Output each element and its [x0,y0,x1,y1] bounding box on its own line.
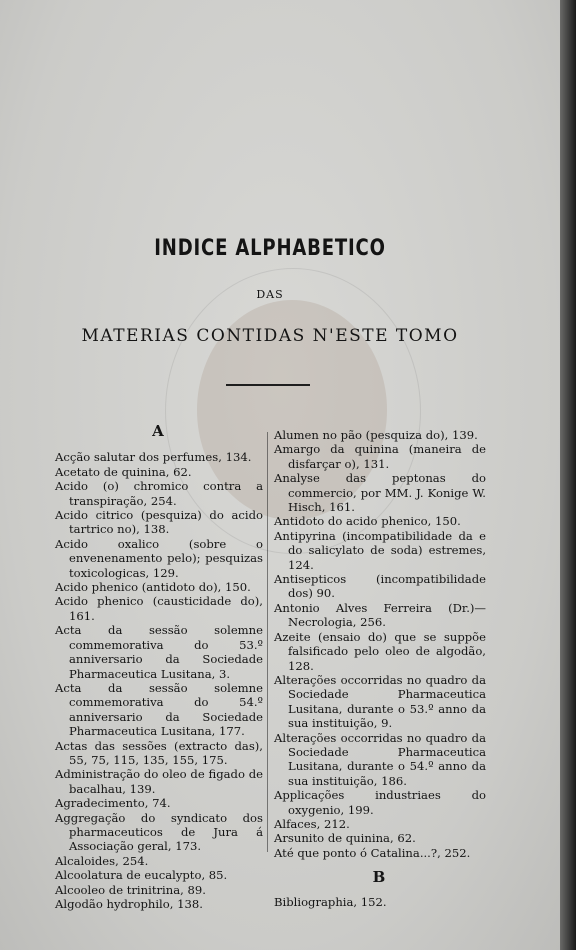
page-subtitle-das: DAS [256,288,284,301]
page-title: INDICE ALPHABETICO [154,236,386,261]
entry-list-a-right [274,428,486,860]
index-entry: Algodão hydrophilo, 138. [55,897,203,911]
index-entry: Administração do oleo de figado de bacalhau, 139. [55,767,263,796]
index-entry: Actas das sessões (extracto das), 55, 75, 115, 135, 155, 175. [55,738,263,767]
index-entry: Azeite (ensaio do) que se suppõe falsificado pelo oleo de algodão, 128. [274,629,486,673]
section-letter-a: A [152,422,166,440]
entry-list-a-left [55,450,263,911]
index-entry: Acido phenico (causticidade do), 161. [55,594,263,623]
index-entry: Acta da sessão solemne commemorativa do 54.º anniversario da Sociedade Pharmaceutica Lusitana, 177. [55,680,263,739]
section-letter-b: B [372,868,388,887]
title-rule [226,384,310,386]
index-entry: Antidoto do acido phenico, 150. [274,514,461,529]
index-entry: Agradecimento, 74. [55,796,171,811]
index-entry: Até que ponto ó Catalina...?, 252. [274,845,471,860]
entry-list-b-right [274,895,486,909]
index-entry: Alterações occorridas no quadro da Sociedade Pharmaceutica Lusitana, durante o 53.º anno da sua instituição, 9. [274,672,486,731]
index-entry: Acido citrico (pesquiza) do acido tartrico no), 138. [55,508,263,537]
index-entry: Acido oxalico (sobre o envenenamento pelo); pesquizas toxicologicas, 129. [55,536,263,580]
index-entry: Alfaces, 212. [274,816,350,831]
index-entry: Alterações occorridas no quadro da Sociedade Pharmaceutica Lusitana, durante o 54.º anno da sua instituição, 186. [274,730,486,788]
index-entry: Antisepticos (incompatibilidade dos) 90. [274,572,486,601]
page-edge-shadow [560,0,576,950]
page-subtitle: MATERIAS CONTIDAS N'ESTE TOMO [81,326,459,346]
index-entry: Applicações industriaes do oxygenio, 199. [274,788,486,817]
index-entry: Arsunito de quinina, 62. [274,831,416,846]
index-entry: Acta da sessão solemne commemorativa do 53.º anniversario da Sociedade Pharmaceutica Lusitana, 3. [55,623,263,681]
index-entry: Alcooleo de trinitrina, 89. [55,882,206,897]
index-entry: Analyse das peptonas do commercio, por MM. J. Konige W. Hisch, 161. [274,471,486,515]
index-entry: Alumen no pão (pesquiza do), 139. [274,428,478,442]
index-entry: Acido (o) chromico contra a transpiração, 254. [55,479,263,508]
index-entry: Antonio Alves Ferreira (Dr.)—Necrologia, 256. [274,600,486,630]
index-entry: Acetato de quinina, 62. [55,464,192,479]
index-entry: Antipyrina (incompatibilidade da e do salicylato de soda) estremes, 124. [274,528,486,572]
index-entry: Bibliographia, 152. [274,894,387,909]
index-column-left [55,424,263,911]
column-divider [267,432,268,852]
index-entry: Amargo da quinina (maneira de disfarçar o), 131. [274,442,486,471]
index-entry: Alcaloides, 254. [55,853,149,868]
index-entry: Alcoolatura de eucalypto, 85. [55,868,228,883]
index-entry: Acido phenico (antidoto do), 150. [55,580,251,595]
index-entry: Acção salutar dos perfumes, 134. [55,450,252,465]
index-entry: Aggregação do syndicato dos pharmaceuticos de Jura á Associação geral, 173. [55,810,263,854]
index-column-right [274,428,486,909]
